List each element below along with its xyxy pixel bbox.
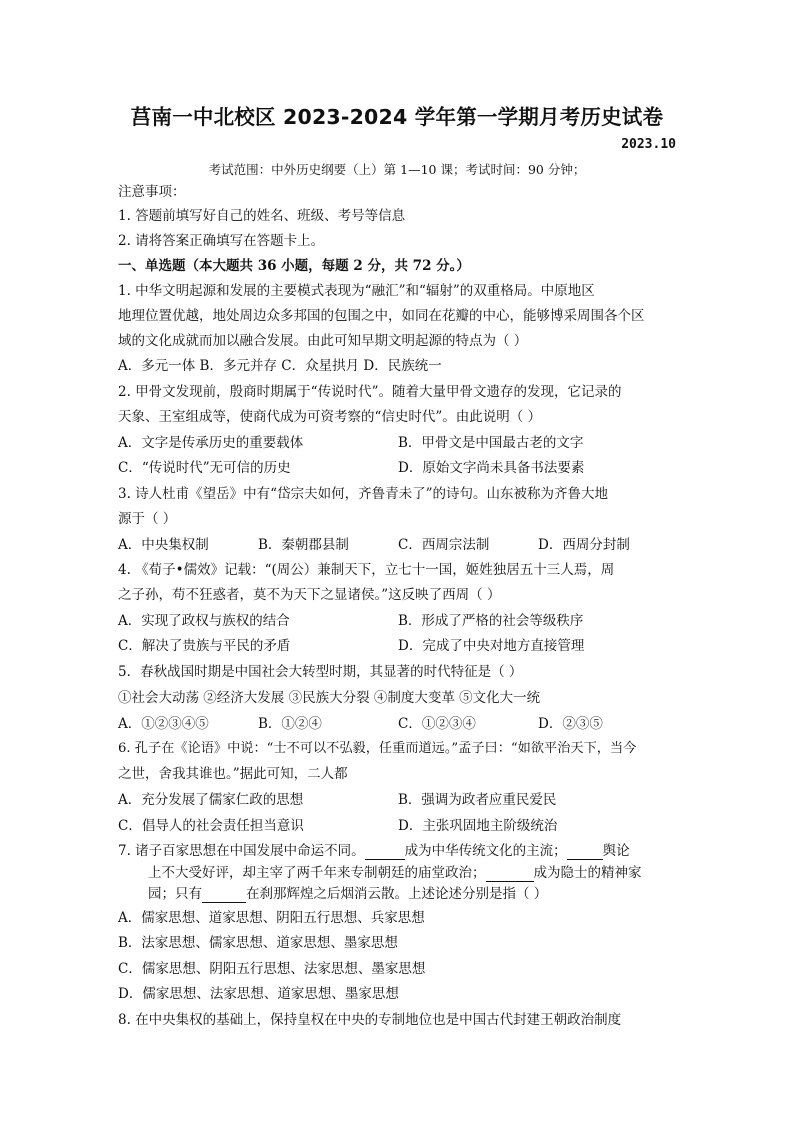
question-6-option-a: A．充分发展了儒家仁政的思想: [118, 792, 304, 808]
question-6-option-c: C．倡导人的社会责任担当意识: [118, 818, 304, 834]
question-5-option-a: A．①②③④⑤: [118, 716, 209, 732]
question-3-option-b: B．秦朝郡县制: [258, 537, 349, 553]
question-6-line: 6. 孔子在《论语》中说：“士不可以不弘毅，任重而道远。”孟子曰：“如欲平治天下，当今: [118, 741, 637, 756]
question-1-line: 地理位置优越，地处周边众多邦国的包围之中，如同在花瓣的中心，能够博采周围各个区: [118, 308, 645, 324]
question-2-line: 天象、王室组成等，使商代成为可资考察的“信史时代”。由此说明（ ）: [118, 409, 542, 425]
question-1-line: 1. 中华文明起源和发展的主要模式表现为“融汇”和“辐射”的双重格局。中原地区: [118, 283, 595, 299]
notice-item: 1. 答题前填写好自己的姓名、班级、考号等信息: [118, 208, 406, 224]
section-heading: 一、单选题（本大题共 36 小题，每题 2 分，共 72 分。）: [118, 258, 470, 274]
question-2-option-b: B．甲骨文是中国最古老的文字: [398, 435, 584, 451]
question-2-option-c: C．“传说时代”无可信的历史: [118, 460, 291, 476]
question-1-options: A．多元一体 B．多元并存 C．众星拱月 D．民族统一: [118, 358, 442, 374]
question-6-option-d: D．主张巩固地主阶级统治: [398, 818, 558, 834]
answer-blank: [486, 865, 534, 882]
question-7-option-d: D．儒家思想、法家思想、道家思想、墨家思想: [118, 986, 399, 1002]
question-7-text: 7. 诸子百家思想在中国发展中命运不同。: [118, 843, 365, 859]
answer-blank: [567, 843, 603, 860]
question-3-option-d: D．西周分封制: [538, 537, 630, 553]
question-7-option-a: A．儒家思想、道家思想、阴阳五行思想、兵家思想: [118, 910, 425, 926]
exam-date: 2023.10: [621, 137, 676, 152]
question-7-text: 舆论: [602, 843, 630, 859]
question-7-line-3: [148, 886, 547, 903]
question-5-option-d: D．②③⑤: [538, 716, 603, 732]
question-3-line: 源于（ ）: [118, 511, 177, 527]
question-2-line: 2. 甲骨文发现前，殷商时期属于“传说时代”。随着大量甲骨文遗存的发现，它记录的: [118, 384, 622, 400]
question-7-line-1: [118, 843, 630, 860]
notice-heading: 注意事项：: [118, 184, 186, 200]
question-4-option-d: D．完成了中央对地方直接管理: [398, 638, 585, 654]
question-7-option-b: B．法家思想、儒家思想、道家思想、墨家思想: [118, 935, 398, 951]
question-6-line: 之世，舍我其谁也。”据此可知，二人都: [118, 766, 348, 782]
question-5-option-c: C．①②③④: [398, 716, 476, 732]
question-6-option-b: B．强调为政者应重民爱民: [398, 792, 557, 808]
question-4-line: 之子孙，苟不狂惑者，莫不为天下之显诸侯。”这反映了西周（ ）: [118, 587, 501, 603]
question-4-line: 4. 《荀子•儒效》记载：“(周公）兼制天下，立七十一国，姬姓独居五十三人焉，周: [118, 562, 615, 578]
question-7-text: 成为中华传统文化的主流；: [404, 843, 567, 859]
question-5-stem: 5．春秋战国时期是中国社会大转型时期，其显著的时代特征是（ ）: [118, 664, 523, 680]
question-1-line: 域的文化成就而加以融合发展。由此可知早期文明起源的特点为（ ）: [118, 333, 528, 349]
question-4-option-a: A．实现了政权与族权的结合: [118, 613, 290, 629]
question-3-line: 3. 诗人杜甫《望岳》中有“岱宗夫如何，齐鲁青未了”的诗句。山东被称为齐鲁大地: [118, 486, 608, 502]
question-7-text: 园；只有: [148, 886, 202, 902]
question-3-option-a: A．中央集权制: [118, 537, 209, 553]
question-3-option-c: C．西周宗法制: [398, 537, 490, 553]
answer-blank: [365, 843, 405, 860]
question-7-text: 上不大受好评，却主宰了两千年来专制朝廷的庙堂政治；: [148, 865, 486, 881]
question-5-option-b: B．①②④: [258, 716, 322, 732]
question-4-option-c: C．解决了贵族与平民的矛盾: [118, 638, 291, 654]
notice-item: 2. 请将答案正确填写在答题卡上。: [118, 233, 325, 249]
question-5-items: ①社会大动荡 ②经济大发展 ③民族大分裂 ④制度大变革 ⑤文化大一统: [118, 690, 541, 706]
answer-blank: [202, 886, 246, 903]
question-4-option-b: B．形成了严格的社会等级秩序: [398, 613, 584, 629]
question-7-text: 在刹那辉煌之后烟消云散。上述论述分别是指（ ）: [246, 886, 548, 902]
question-2-option-a: A．文字是传承历史的重要载体: [118, 435, 304, 451]
question-7-text: 成为隐士的精神家: [533, 865, 642, 881]
exam-title: 莒南一中北校区 2023-2024 学年第一学期月考历史试卷: [130, 105, 664, 129]
question-7-line-2: [148, 865, 642, 882]
question-7-option-c: C．儒家思想、阴阳五行思想、法家思想、墨家思想: [118, 961, 426, 977]
question-8-line: 8. 在中央集权的基础上，保持皇权在中央的专制地位也是中国古代封建王朝政治制度: [118, 1012, 622, 1028]
question-2-option-d: D．原始文字尚未具备书法要素: [398, 460, 585, 476]
exam-scope: 考试范围：中外历史纲要（上）第 1—10 课；考试时间：90 分钟；: [208, 162, 586, 177]
